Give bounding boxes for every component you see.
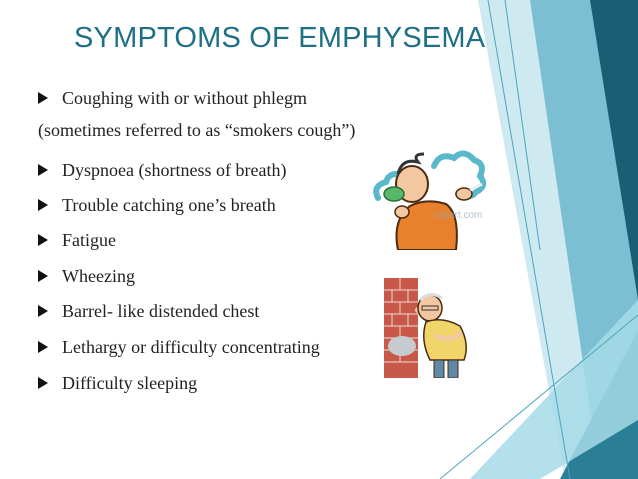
bullet-arrow-icon	[38, 199, 48, 211]
bullet-item	[38, 335, 320, 359]
coughing-man-illustration	[372, 146, 488, 250]
bullet-arrow-icon	[38, 164, 48, 176]
bullet-item	[38, 193, 276, 217]
bullet-text: Barrel- like distended chest	[62, 300, 260, 321]
bullet-text: Coughing with or without phlegm	[62, 87, 307, 108]
bullet-arrow-icon	[38, 377, 48, 389]
bullet-text: Fatigue	[62, 229, 116, 250]
bullet-arrow-icon	[38, 341, 48, 353]
bullet-text: Lethargy or difficulty concentrating	[62, 336, 320, 357]
bullet-item	[38, 86, 307, 110]
bullet-arrow-icon	[38, 305, 48, 317]
bullet-item	[38, 299, 259, 323]
slide-title: SYMPTOMS OF EMPHYSEMA	[74, 22, 486, 54]
bullet-arrow-icon	[38, 234, 48, 246]
bullet-text: Trouble catching one’s breath	[62, 194, 276, 215]
bullet-item	[38, 228, 116, 252]
bullet-item	[38, 371, 197, 395]
bullet-text: Wheezing	[62, 265, 135, 286]
bullet-text: Dyspnoea (shortness of breath)	[62, 159, 287, 180]
bullet-text: Difficulty sleeping	[62, 372, 198, 393]
bullet-arrow-icon	[38, 92, 48, 104]
bullet-item	[38, 158, 286, 182]
clipart-watermark: clipart.com	[434, 210, 483, 221]
wheezing-man-illustration	[380, 274, 486, 378]
bullet-item	[38, 264, 135, 288]
bullet-arrow-icon	[38, 270, 48, 282]
bullet-note: (sometimes referred to as “smokers cough”)	[38, 120, 356, 140]
